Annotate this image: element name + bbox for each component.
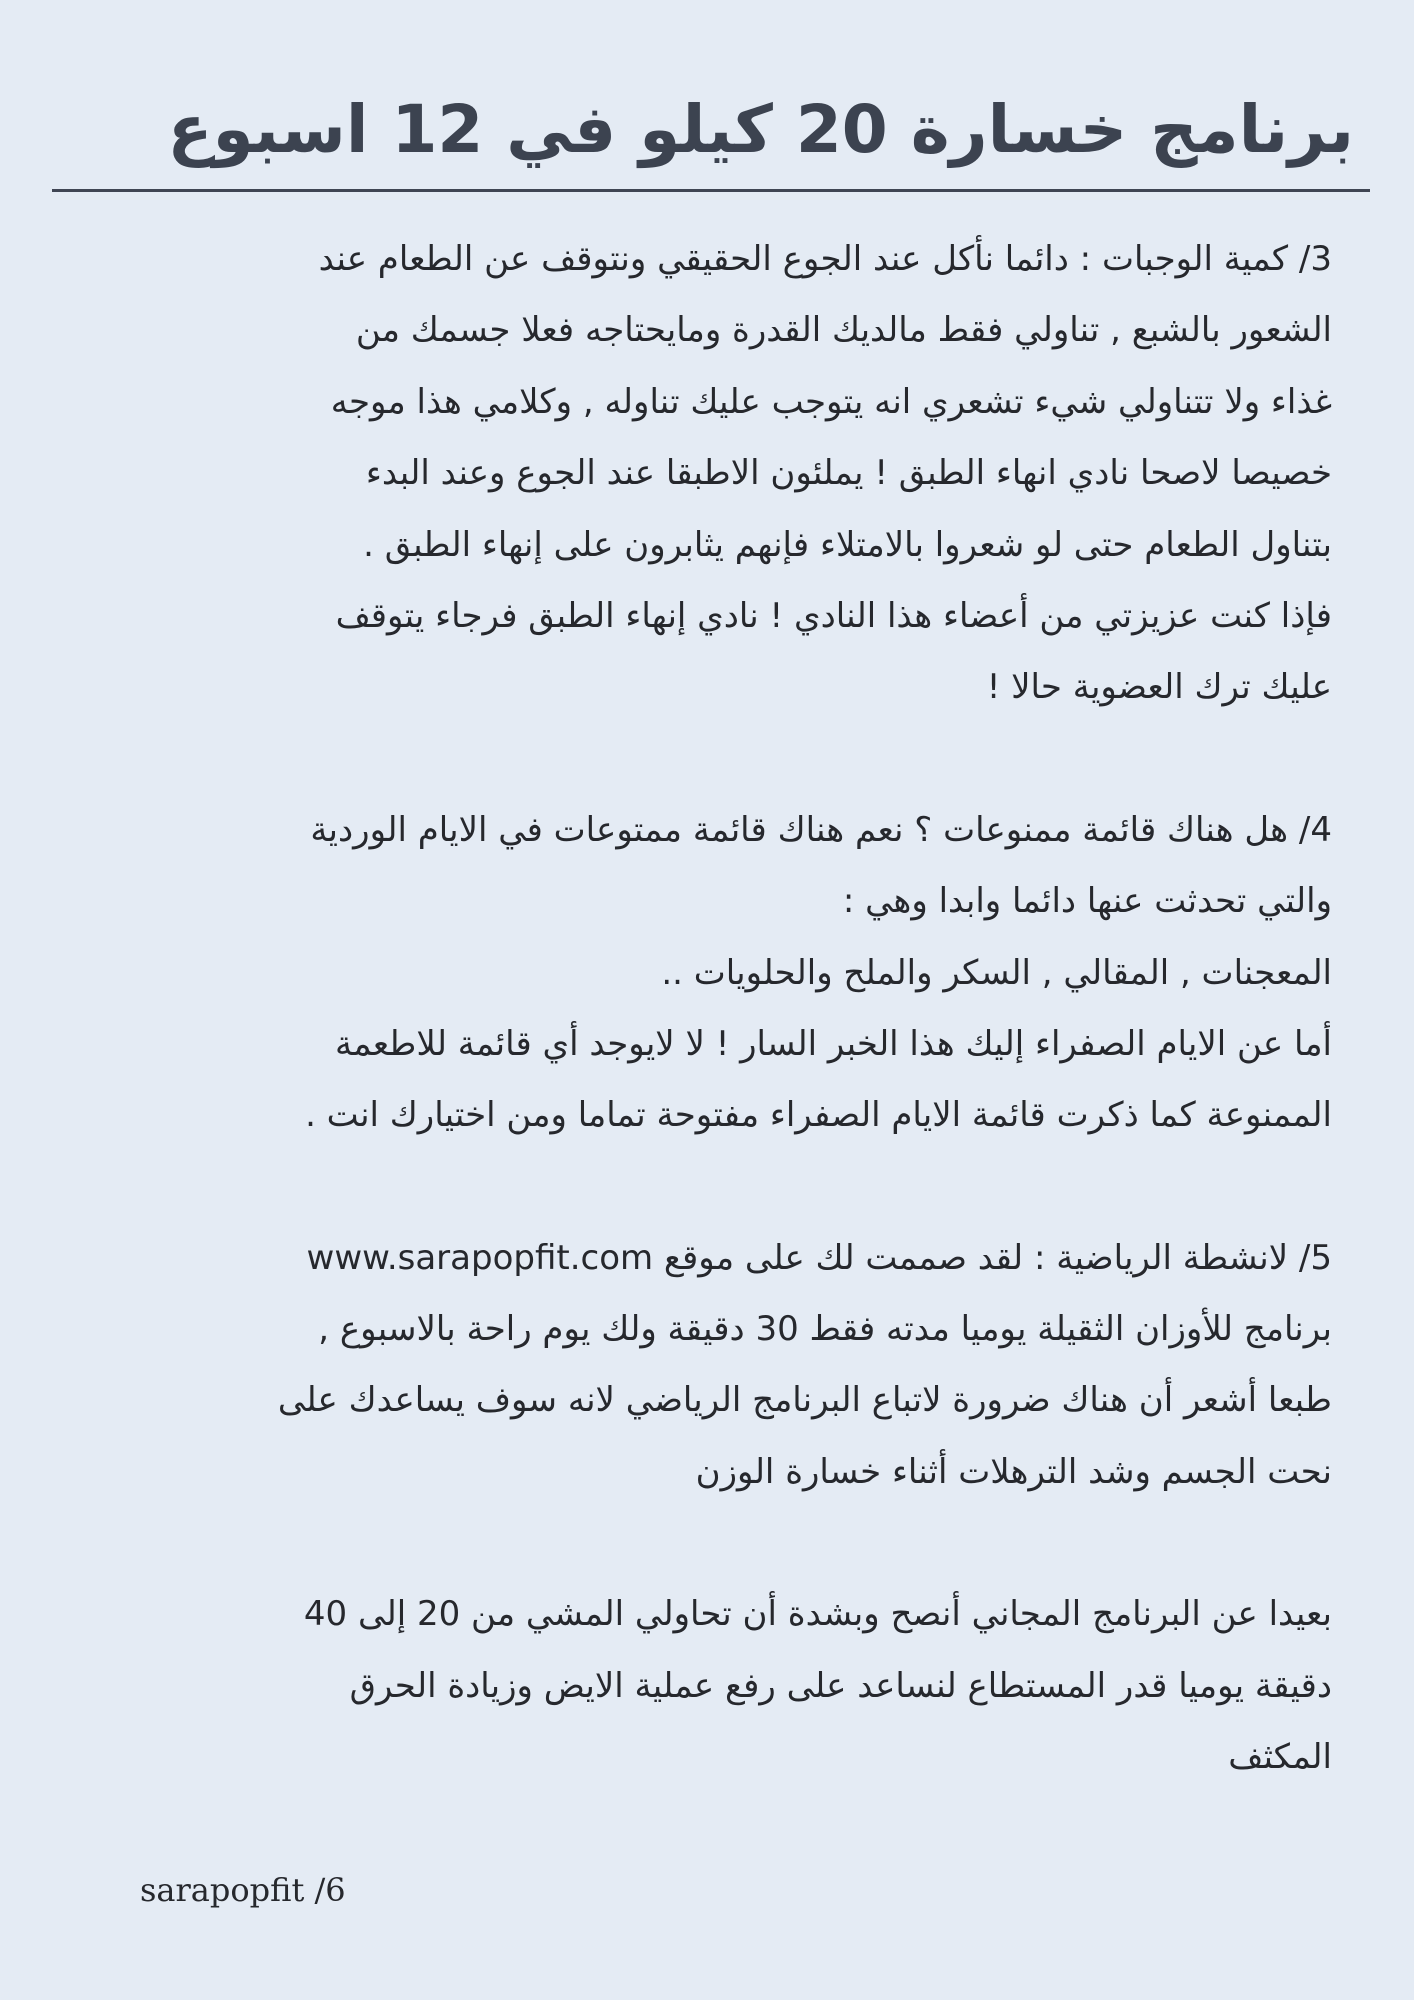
- text-line: خصيصا لاصحا نادي انهاء الطبق ! يملئون الاطبقا عند الجوع وعند البدء: [365, 453, 1332, 494]
- text-line: أما عن الايام الصفراء إليك هذا الخبر السار ! لا لايوجد أي قائمة للاطعمة: [334, 1023, 1332, 1064]
- text-line: غذاء ولا تتناولي شيء تشعري انه يتوجب عليك تناوله , وكلامي هذا موجه: [330, 381, 1332, 422]
- text-line: فإذا كنت عزيزتي من أعضاء هذا النادي ! نادي إنهاء الطبق فرجاء يتوقف: [335, 595, 1332, 636]
- text-line: بعيدا عن البرنامج المجاني أنصح وبشدة أن تحاولي المشي من 20 إلى 40: [303, 1594, 1332, 1635]
- paragraph-walking-advice: [56, 1579, 1332, 1793]
- text-line: طبعا أشعر أن هناك ضرورة لاتباع البرنامج الرياضي لانه سوف يساعدك على: [277, 1380, 1332, 1421]
- text-line: 5/ لانشطة الرياضية : لقد صممت لك على موقع www.sarapopfit.com: [306, 1237, 1332, 1278]
- text-line: بتناول الطعام حتى لو شعروا بالامتلاء فإنهم يثابرون على إنهاء الطبق .: [363, 524, 1332, 565]
- paragraph-sports-activities: [56, 1223, 1332, 1509]
- paragraph-meal-quantity: [56, 224, 1332, 724]
- text-line: دقيقة يوميا قدر المستطاع لنساعد على رفع عملية الايض وزيادة الحرق: [349, 1665, 1332, 1706]
- text-line: 4/ هل هناك قائمة ممنوعات ؟ نعم هناك قائمة ممتوعات في الايام الوردية: [310, 809, 1332, 850]
- text-line: والتي تحدثت عنها دائما وابدا وهي :: [842, 881, 1332, 922]
- text-line: عليك ترك العضوية حالا !: [986, 667, 1332, 708]
- paragraph-forbidden-list: [56, 795, 1332, 1152]
- text-line: الممنوعة كما ذكرت قائمة الايام الصفراء مفتوحة تماما ومن اختيارك انت .: [305, 1095, 1332, 1136]
- text-line: المكثف: [1228, 1737, 1332, 1778]
- text-line: برنامج للأوزان الثقيلة يوميا مدته فقط 30 دقيقة ولك يوم راحة بالاسبوع ,: [318, 1309, 1332, 1350]
- title-divider: [52, 189, 1370, 192]
- page-footer: sarapopfit /6: [140, 1871, 346, 1909]
- page-title: برنامج خسارة 20 كيلو في 12 اسبوع: [167, 91, 1354, 168]
- text-line: المعجنات , المقالي , السكر والملح والحلويات ..: [661, 952, 1332, 993]
- text-line: نحت الجسم وشد الترهلات أثناء خسارة الوزن: [695, 1451, 1332, 1492]
- text-line: 3/ كمية الوجبات : دائما نأكل عند الجوع الحقيقي ونتوقف عن الطعام عند: [318, 239, 1332, 279]
- text-line: الشعور بالشبع , تناولي فقط مالديك القدرة ومايحتاجه فعلا جسمك من: [355, 310, 1332, 351]
- document-body: [56, 224, 1332, 1793]
